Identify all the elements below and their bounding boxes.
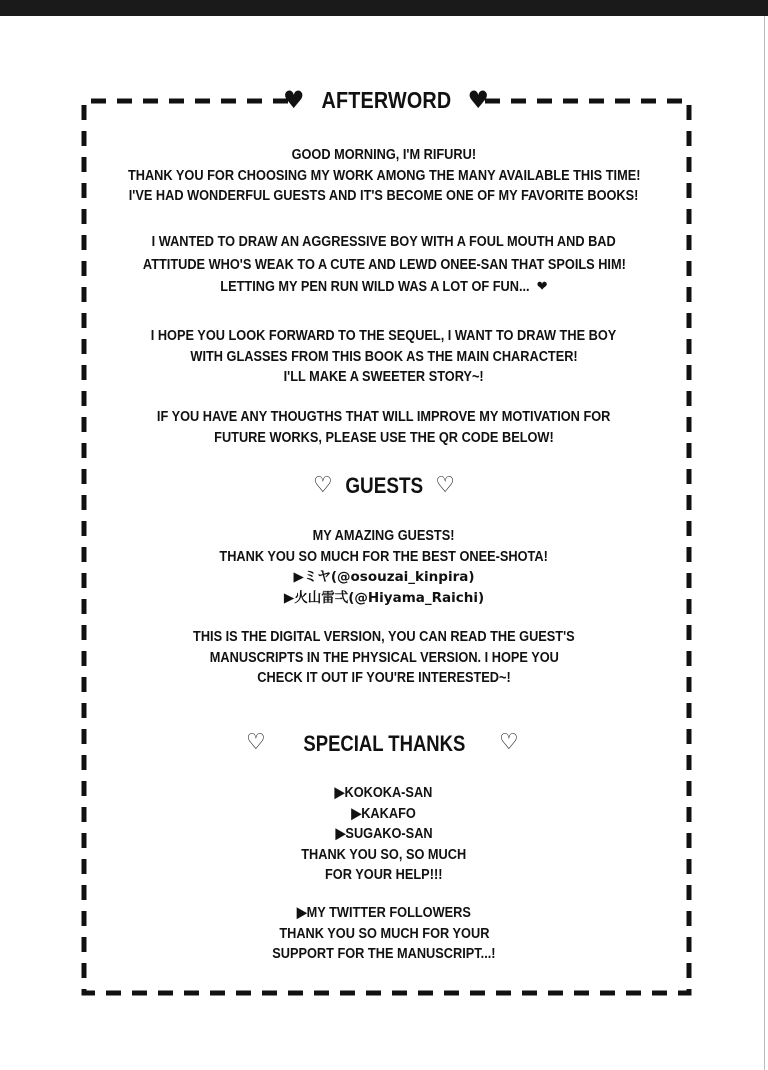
- page-edge: [764, 16, 765, 1070]
- followers-thanks: [90, 903, 678, 965]
- text-line: CHECK IT OUT IF YOU'RE INTERESTED~!: [257, 670, 511, 687]
- text-line: I'VE HAD WONDERFUL GUESTS AND IT'S BECOME ONE OF MY FAVORITE BOOKS!: [129, 188, 639, 205]
- afterword-heading: [283, 84, 489, 116]
- text-line: WITH GLASSES FROM THIS BOOK AS THE MAIN CHARACTER!: [190, 348, 578, 365]
- text-line: THIS IS THE DIGITAL VERSION, YOU CAN READ THE GUEST'S: [193, 629, 575, 645]
- guest-item: ▶ミヤ(@osouzai_kinpira): [293, 569, 475, 586]
- text-line: GOOD MORNING, I'M RIFURU!: [291, 147, 477, 163]
- motivation-paragraph: [90, 232, 678, 298]
- thanks-item: ▶MY TWITTER FOLLOWERS: [296, 905, 472, 921]
- text-line: MANUSCRIPTS IN THE PHYSICAL VERSION. I HOPE YOU: [209, 649, 559, 666]
- text-line: IF YOU HAVE ANY THOUGTHS THAT WILL IMPROVE MY MOTIVATION FOR: [157, 409, 611, 425]
- text-line: LETTING MY PEN RUN WILD WAS A LOT OF FUN...: [220, 279, 530, 296]
- guests-title: GUESTS: [345, 473, 423, 498]
- top-bar: [0, 0, 768, 16]
- special-thanks-title: SPECIAL THANKS: [303, 731, 465, 756]
- guest-item: ▶火山雷弌(@Hiyama_Raichi): [283, 589, 485, 606]
- text-line: THANK YOU SO MUCH FOR THE BEST ONEE-SHOTA!: [219, 548, 549, 565]
- black-heart-icon: ♥: [467, 86, 489, 114]
- text-line: FOR YOUR HELP!!!: [325, 867, 443, 884]
- special-thanks-heading: [90, 729, 678, 759]
- qr-paragraph: [90, 407, 678, 448]
- special-thanks-list: [90, 783, 678, 886]
- text-line: I'LL MAKE A SWEETER STORY~!: [283, 369, 485, 386]
- guests-note: [90, 627, 678, 689]
- text-line: MY AMAZING GUESTS!: [313, 528, 455, 544]
- text-line: THANK YOU FOR CHOOSING MY WORK AMONG THE MANY AVAILABLE THIS TIME!: [127, 167, 641, 184]
- guests-intro: [90, 526, 678, 608]
- thanks-item: ▶KOKOKA-SAN: [335, 785, 433, 801]
- thanks-item: ▶KAKAFO: [351, 805, 417, 822]
- text-line: ATTITUDE WHO'S WEAK TO A CUTE AND LEWD ONEE-SAN THAT SPOILS HIM!: [142, 256, 626, 273]
- outline-heart-icon: ♡: [246, 730, 266, 755]
- greeting-paragraph: [90, 145, 678, 207]
- thanks-item: ▶SUGAKO-SAN: [335, 826, 433, 843]
- text-line: I WANTED TO DRAW AN AGGRESSIVE BOY WITH A FOUL MOUTH AND BAD: [151, 234, 617, 250]
- text-line: THANK YOU SO, SO MUCH: [301, 846, 467, 863]
- heart-icon: ❤: [536, 279, 548, 296]
- text-line: THANK YOU SO MUCH FOR YOUR: [278, 925, 490, 942]
- text-line: FUTURE WORKS, PLEASE USE THE QR CODE BELOW!: [214, 429, 554, 446]
- sequel-paragraph: [90, 326, 678, 388]
- black-heart-icon: ♥: [283, 86, 305, 114]
- text-line: I HOPE YOU LOOK FORWARD TO THE SEQUEL, I WANT TO DRAW THE BOY: [151, 328, 617, 344]
- guests-heading: [90, 471, 678, 501]
- outline-heart-icon: ♡: [313, 473, 333, 498]
- outline-heart-icon: ♡: [499, 730, 519, 755]
- text-line: SUPPORT FOR THE MANUSCRIPT...!: [272, 946, 496, 963]
- afterword-title: AFTERWORD: [321, 86, 451, 113]
- outline-heart-icon: ♡: [435, 473, 455, 498]
